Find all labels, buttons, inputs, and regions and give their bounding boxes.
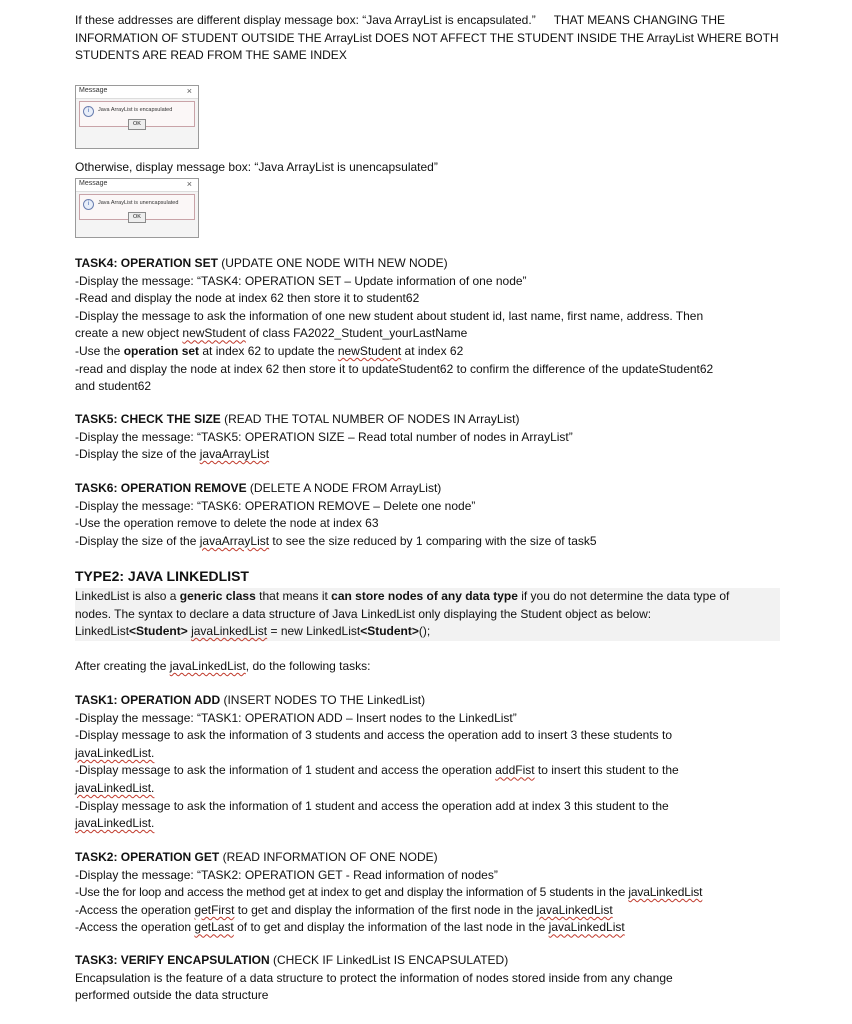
task6-heading: TASK6: OPERATION REMOVE (DELETE A NODE FROM ArrayList) — [75, 481, 442, 495]
intro-line-3: STUDENTS ARE READ FROM THE SAME INDEX — [75, 48, 347, 63]
task6-line: -Display the size of the javaArrayList to see the size reduced by 1 comparing with the size of task5 — [75, 533, 597, 548]
message-box-text: Java ArrayList is unencapsulated — [98, 200, 179, 206]
message-box-title: Message — [79, 87, 108, 94]
info-icon: i — [83, 106, 94, 117]
message-box-body — [79, 101, 195, 127]
ltask3-heading: TASK3: VERIFY ENCAPSULATION (CHECK IF LinkedList IS ENCAPSULATED) — [75, 953, 509, 967]
ltask1-line: -Display message to ask the information of 1 student and access the operation add at index 3 this student to the — [75, 798, 669, 813]
task6-line: -Display the message: “TASK6: OPERATION REMOVE – Delete one node” — [75, 498, 476, 513]
close-icon[interactable]: × — [186, 179, 192, 189]
task4-section — [75, 255, 815, 396]
type2-paragraph — [75, 588, 780, 641]
message-box-body — [79, 194, 195, 220]
close-icon[interactable]: × — [186, 86, 192, 96]
ltask1-line: javaLinkedList. — [75, 816, 155, 831]
task4-line: -Use the operation set at index 62 to update the newStudent at index 62 — [75, 343, 464, 358]
info-icon: i — [83, 199, 94, 210]
otherwise-line: Otherwise, display message box: “Java ArrayList is unencapsulated” — [75, 160, 438, 174]
ltask2-heading: TASK2: OPERATION GET (READ INFORMATION OF ONE NODE) — [75, 850, 438, 864]
ok-button[interactable]: OK — [128, 212, 146, 223]
ltask2-line: -Access the operation getLast of to get and display the information of the last node in the javaLinkedList — [75, 920, 625, 935]
message-box-titlebar — [76, 179, 198, 192]
ltask1-line: javaLinkedList. — [75, 745, 155, 760]
type2-line: LinkedList is also a generic class that means it can store nodes of any data type if you do not determine the data type of — [75, 589, 730, 603]
task5-line: -Display the size of the javaArrayList — [75, 447, 270, 462]
intro-line-1: If these addresses are different display message box: “Java ArrayList is encapsulated.” THAT MEANS CHANGING THE — [75, 13, 726, 27]
ltask1-line: javaLinkedList. — [75, 780, 155, 795]
task4-line: -Display the message: “TASK4: OPERATION SET – Update information of one node” — [75, 273, 527, 288]
type2-line: nodes. The syntax to declare a data structure of Java LinkedList only displaying the Student object as below: — [75, 606, 652, 621]
task4-line: create a new object newStudent of class FA2022_Student_yourLastName — [75, 326, 468, 341]
ltask2-line: -Access the operation getFirst to get and display the information of the first node in the javaLinkedList — [75, 902, 613, 917]
ltask1-section — [75, 692, 790, 833]
message-box-encapsulated — [75, 85, 199, 149]
message-box-text: Java ArrayList is encapsulated — [98, 107, 173, 113]
message-box-title: Message — [79, 180, 108, 187]
task6-line: -Use the operation remove to delete the node at index 63 — [75, 516, 379, 531]
type2-line: LinkedList<Student> javaLinkedList = new LinkedList<Student>(); — [75, 624, 431, 639]
task4-line: -Display the message to ask the information of one new student about student id, last name, first name, address. Then — [75, 308, 704, 323]
after-line: After creating the javaLinkedList, do the following tasks: — [75, 659, 371, 673]
ltask2-line: -Use the for loop and access the method get at index to get and display the information of 5 students in the javaLinkedList — [75, 885, 703, 900]
intro-paragraph — [75, 12, 815, 65]
ltask3-line: performed outside the data structure — [75, 988, 269, 1003]
task6-section — [75, 480, 790, 550]
task4-line: and student62 — [75, 379, 152, 394]
ltask1-line: -Display message to ask the information of 1 student and access the operation addFist to insert this student to the — [75, 763, 679, 778]
intro-line-2: INFORMATION OF STUDENT OUTSIDE THE ArrayList DOES NOT AFFECT THE STUDENT INSIDE THE ArrayList WHERE BOTH — [75, 30, 779, 45]
ltask3-line: Encapsulation is the feature of a data structure to protect the information of nodes stored inside from any change — [75, 970, 673, 985]
task4-line: -read and display the node at index 62 then store it to updateStudent62 to confirm the difference of the updateStudent62 — [75, 361, 714, 376]
ltask1-line: -Display the message: “TASK1: OPERATION ADD – Insert nodes to the LinkedList” — [75, 710, 517, 725]
message-box-unencapsulated — [75, 178, 199, 238]
task5-section — [75, 411, 790, 464]
task5-heading: TASK5: CHECK THE SIZE (READ THE TOTAL NUMBER OF NODES IN ArrayList) — [75, 412, 520, 426]
message-box-titlebar — [76, 86, 198, 99]
ltask2-line: -Display the message: “TASK2: OPERATION GET - Read information of nodes” — [75, 867, 498, 882]
ltask1-heading: TASK1: OPERATION ADD (INSERT NODES TO THE LinkedList) — [75, 693, 426, 707]
ltask2-section — [75, 849, 815, 937]
task5-line: -Display the message: “TASK5: OPERATION SIZE – Read total number of nodes in ArrayList” — [75, 429, 573, 444]
type2-heading: TYPE2: JAVA LINKEDLIST — [75, 568, 249, 584]
ltask1-line: -Display message to ask the information of 3 students and access the operation add to insert 3 these students to — [75, 728, 673, 743]
ltask3-section — [75, 952, 790, 1005]
task4-line: -Read and display the node at index 62 then store it to student62 — [75, 291, 420, 306]
ok-button[interactable]: OK — [128, 119, 146, 130]
task4-heading: TASK4: OPERATION SET (UPDATE ONE NODE WITH NEW NODE) — [75, 256, 448, 270]
